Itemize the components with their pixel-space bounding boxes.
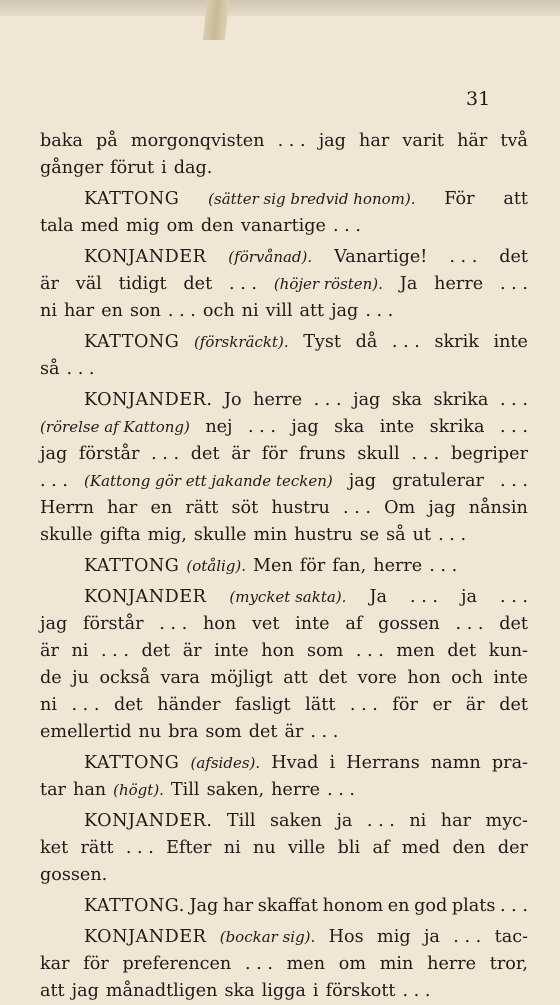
speaker-name: KONJANDER. (84, 390, 213, 410)
word: lätt (305, 695, 336, 715)
word: inte (379, 417, 415, 437)
word: ni (40, 695, 57, 715)
speaker-name: KONJANDER (84, 247, 207, 267)
stage-direction: (sätter sig bredvid honom). (208, 190, 416, 208)
word: Om (384, 498, 416, 518)
stage-direction: (förskräckt). (193, 333, 289, 351)
word: förskott (325, 981, 396, 1001)
word: och (451, 668, 483, 688)
word: . . . (159, 614, 188, 634)
word: . . . (500, 274, 528, 294)
word: . . . (100, 641, 129, 661)
speaker-name: KONJANDER (84, 927, 207, 947)
speaker-name: KATTONG. (84, 896, 185, 916)
word: . . . (313, 390, 342, 410)
word: gossen (378, 614, 440, 634)
word: preferencen (122, 954, 232, 974)
text-line (40, 414, 528, 441)
word: ska (334, 417, 365, 437)
text-line (40, 441, 528, 468)
stage-direction: (högt). (113, 781, 164, 799)
word: emellertid (40, 722, 132, 742)
word: morgonqvisten (130, 131, 265, 151)
text-line (40, 387, 528, 414)
word: . . . (343, 498, 371, 518)
word: Tyst (303, 332, 341, 352)
word: honom (322, 896, 384, 916)
speaker-name: KATTONG (84, 332, 180, 352)
word: fasligt (235, 695, 291, 715)
word: . . . (332, 216, 361, 236)
word: att (40, 981, 65, 1001)
word: vet (251, 614, 280, 634)
text-line (40, 468, 528, 495)
text-line (40, 186, 528, 213)
word: . . . (391, 332, 420, 352)
word: . . . (365, 301, 394, 321)
word: . . . (500, 587, 528, 607)
word: en (387, 896, 410, 916)
text-line (40, 298, 528, 325)
word: de (40, 668, 62, 688)
word: det (499, 614, 528, 634)
word: nej (205, 417, 233, 437)
word: . . . (366, 811, 395, 831)
word: hon (261, 641, 295, 661)
text-line (40, 553, 528, 580)
word: Jo (223, 390, 242, 410)
word: ni (409, 811, 427, 831)
word: . . . (349, 695, 378, 715)
word: Herrans (346, 753, 420, 773)
word: det (141, 641, 171, 661)
speaker-name: KONJANDER (84, 587, 207, 607)
text-line (40, 329, 528, 356)
word: ni (40, 301, 57, 321)
word: der (497, 838, 528, 858)
text-line (40, 777, 528, 804)
word: förut (110, 158, 155, 178)
word: Efter (166, 838, 212, 858)
word: det (190, 444, 220, 464)
word: ut (412, 525, 432, 545)
word: hon (407, 668, 441, 688)
word: skulle (40, 525, 93, 545)
word: inte (214, 641, 249, 661)
word: . . . (499, 390, 528, 410)
word: att (283, 668, 308, 688)
word: . . . (455, 614, 484, 634)
stage-direction: (otålig). (186, 557, 247, 575)
word: månadtligen (105, 981, 218, 1001)
text-line (40, 244, 528, 271)
word: det (499, 695, 528, 715)
word: ska (224, 981, 255, 1001)
word: att (503, 189, 528, 209)
word: tror, (489, 954, 528, 974)
word: mig (377, 927, 411, 947)
word: vore (357, 668, 397, 688)
word: har (107, 498, 138, 518)
word: men (286, 954, 326, 974)
word: tidigt (118, 274, 167, 294)
word: ni (71, 641, 89, 661)
word: skull (357, 444, 400, 464)
word: och (202, 301, 235, 321)
text-line (40, 356, 528, 383)
word: god (414, 896, 448, 916)
word: pra- (491, 753, 528, 773)
text-line (40, 522, 528, 549)
text-line (40, 978, 528, 1005)
speaker-name: KATTONG (84, 189, 180, 209)
word: för (83, 954, 109, 974)
word: två (500, 131, 528, 151)
word: . . . (247, 417, 276, 437)
word: tala (40, 216, 74, 236)
word: det (447, 641, 477, 661)
text-line (40, 271, 528, 298)
word: Ja (399, 274, 418, 294)
word: dag. (173, 158, 213, 178)
word: ju (72, 668, 89, 688)
text-line (40, 128, 528, 155)
word: har (359, 131, 390, 151)
word: ja (461, 587, 477, 607)
word: hon (202, 614, 237, 634)
word: . . . (429, 556, 458, 576)
word: herre (271, 780, 321, 800)
word: med (401, 838, 441, 858)
word: förstår (78, 444, 140, 464)
word: . . . (355, 641, 384, 661)
word: det (499, 247, 528, 267)
word: om (338, 954, 367, 974)
word: min (379, 954, 414, 974)
word: nånsin (468, 498, 528, 518)
word: mig (126, 216, 160, 236)
word: också (99, 668, 151, 688)
word: . . . (499, 417, 528, 437)
text-line (40, 719, 528, 746)
text-line (40, 638, 528, 665)
word: han (72, 780, 107, 800)
word: jag (331, 301, 359, 321)
word: . . . (411, 444, 440, 464)
bookmark-ribbon (203, 0, 229, 40)
word: ska (391, 390, 423, 410)
word: . . . (244, 954, 273, 974)
word: det (248, 722, 278, 742)
word: i (329, 753, 336, 773)
word: för (261, 444, 288, 464)
word: ja (423, 927, 440, 947)
word: skrika (433, 390, 489, 410)
word: är (465, 695, 485, 715)
word: nu (253, 838, 276, 858)
text-line (40, 584, 528, 611)
word: Men (253, 556, 293, 576)
word: har (222, 896, 254, 916)
text-line (40, 750, 528, 777)
word: nu (138, 722, 162, 742)
word: fan, (332, 556, 367, 576)
word: mig, (147, 525, 187, 545)
word: för (392, 695, 418, 715)
word: son (129, 301, 161, 321)
word: ja (336, 811, 353, 831)
word: då (355, 332, 378, 352)
stage-direction: (förvånad). (228, 248, 313, 266)
word: skaffat (257, 896, 318, 916)
word: För (444, 189, 475, 209)
text-line (40, 611, 528, 638)
word: herre (434, 274, 484, 294)
word: . . . (167, 301, 196, 321)
word: vara (160, 668, 200, 688)
word: det (183, 274, 213, 294)
word: i (161, 158, 167, 178)
word: jag (318, 131, 346, 151)
word: er (432, 695, 452, 715)
word: kar (40, 954, 70, 974)
word: . . . (500, 471, 528, 491)
word: det (318, 668, 348, 688)
word: . . . (453, 927, 482, 947)
text-line (40, 808, 528, 835)
word: om (166, 216, 194, 236)
word: plats (451, 896, 496, 916)
word: Herrn (40, 498, 94, 518)
word: jag (428, 498, 456, 518)
stage-direction: (Kattong gör ett jakande tecken) (84, 472, 333, 490)
page-top-edge (0, 0, 560, 16)
stage-direction: (höjer rösten). (273, 275, 383, 293)
word: tar (40, 780, 66, 800)
word: . . . (71, 695, 100, 715)
word: af (372, 838, 390, 858)
speaker-name: KATTONG (84, 556, 180, 576)
text-line (40, 951, 528, 978)
word: hustru (271, 498, 330, 518)
word: det (113, 695, 143, 715)
word: inte (493, 332, 528, 352)
text-line (40, 924, 528, 951)
word: herre (373, 556, 423, 576)
word: har (63, 301, 95, 321)
word: som (307, 641, 344, 661)
word: ligga (261, 981, 306, 1001)
word: jag (353, 390, 381, 410)
word: förstår (82, 614, 144, 634)
stage-direction: (mycket sakta). (229, 588, 347, 606)
word: vanartige (240, 216, 326, 236)
word: söt (231, 498, 259, 518)
word: så (40, 359, 60, 379)
word: men (396, 641, 435, 661)
text-line (40, 893, 528, 920)
page-body-text (40, 128, 528, 1005)
word: begriper (450, 444, 528, 464)
word: bli (337, 838, 361, 858)
word: . . . (66, 359, 95, 379)
word: saken, (206, 780, 265, 800)
word: här (457, 131, 488, 151)
word: rätt (185, 498, 219, 518)
word: ni (241, 301, 259, 321)
word: namn (430, 753, 481, 773)
word: ville (288, 838, 326, 858)
word: jag (291, 417, 319, 437)
word: myc- (485, 811, 528, 831)
word: . . . (125, 838, 154, 858)
word: Till (170, 780, 200, 800)
word: herre (253, 390, 303, 410)
text-line (40, 835, 528, 862)
word: är (40, 274, 59, 294)
word: den (200, 216, 234, 236)
stage-direction: (rörelse af Kattong) (40, 418, 190, 436)
word: jag (40, 444, 68, 464)
speaker-name: KONJANDER. (84, 811, 213, 831)
word: i (312, 981, 319, 1001)
word: jag (71, 981, 99, 1001)
word: gånger (40, 158, 104, 178)
word: är (284, 722, 304, 742)
word: herre (427, 954, 477, 974)
page-number: 31 (466, 88, 491, 110)
word: på (96, 131, 118, 151)
word: en (101, 301, 123, 321)
word: bra (168, 722, 199, 742)
text-line (40, 495, 528, 522)
word: tac- (494, 927, 528, 947)
word: skrik (434, 332, 479, 352)
word: är (231, 444, 251, 464)
word: har (440, 811, 472, 831)
word: jag (348, 471, 376, 491)
text-line (40, 862, 528, 889)
word: . . . (402, 981, 431, 1001)
word: inte (493, 668, 528, 688)
text-line (40, 665, 528, 692)
text-line (40, 155, 528, 182)
stage-direction: (afsides). (190, 754, 261, 772)
word: att (299, 301, 325, 321)
word: ni (223, 838, 241, 858)
word: kun- (488, 641, 528, 661)
text-line (40, 692, 528, 719)
word: rätt (80, 838, 114, 858)
word: en (150, 498, 173, 518)
word: . . . (500, 896, 528, 916)
text-line (40, 213, 528, 240)
word: inte (295, 614, 330, 634)
word: Jag (189, 896, 219, 916)
word: baka (40, 131, 83, 151)
word: . . . (327, 780, 356, 800)
word: med (80, 216, 120, 236)
word: ket (40, 838, 69, 858)
word: den (452, 838, 486, 858)
word: Hos (328, 927, 364, 947)
speaker-name: KATTONG (84, 753, 180, 773)
word: varit (402, 131, 444, 151)
word: Ja (369, 587, 387, 607)
word: som (205, 722, 242, 742)
word: . . . (229, 274, 257, 294)
word: vill (265, 301, 293, 321)
word: Hvad (271, 753, 319, 773)
word: . . . (410, 587, 438, 607)
word: . . . (40, 471, 68, 491)
word: saken (270, 811, 322, 831)
word: händer (157, 695, 221, 715)
word: Vanartige! (334, 247, 428, 267)
stage-direction: (bockar sig). (219, 928, 316, 946)
word: min (253, 525, 288, 545)
word: skulle (193, 525, 247, 545)
word: se (359, 525, 380, 545)
word: för (299, 556, 326, 576)
word: Till (226, 811, 256, 831)
word: . . . (151, 444, 180, 464)
word: . . . (310, 722, 339, 742)
word: möjligt (210, 668, 273, 688)
word: jag (40, 614, 68, 634)
word: är (182, 641, 202, 661)
word: är (40, 641, 59, 661)
word: skrika (429, 417, 485, 437)
word: gifta (99, 525, 141, 545)
word: hustru (294, 525, 353, 545)
word: . . . (438, 525, 467, 545)
word: så (386, 525, 406, 545)
word: . . . (449, 247, 478, 267)
word: af (345, 614, 363, 634)
word: gossen. (40, 865, 108, 885)
word: fruns (299, 444, 346, 464)
word: väl (75, 274, 102, 294)
word: gratulerar (392, 471, 484, 491)
word: . . . (277, 131, 306, 151)
